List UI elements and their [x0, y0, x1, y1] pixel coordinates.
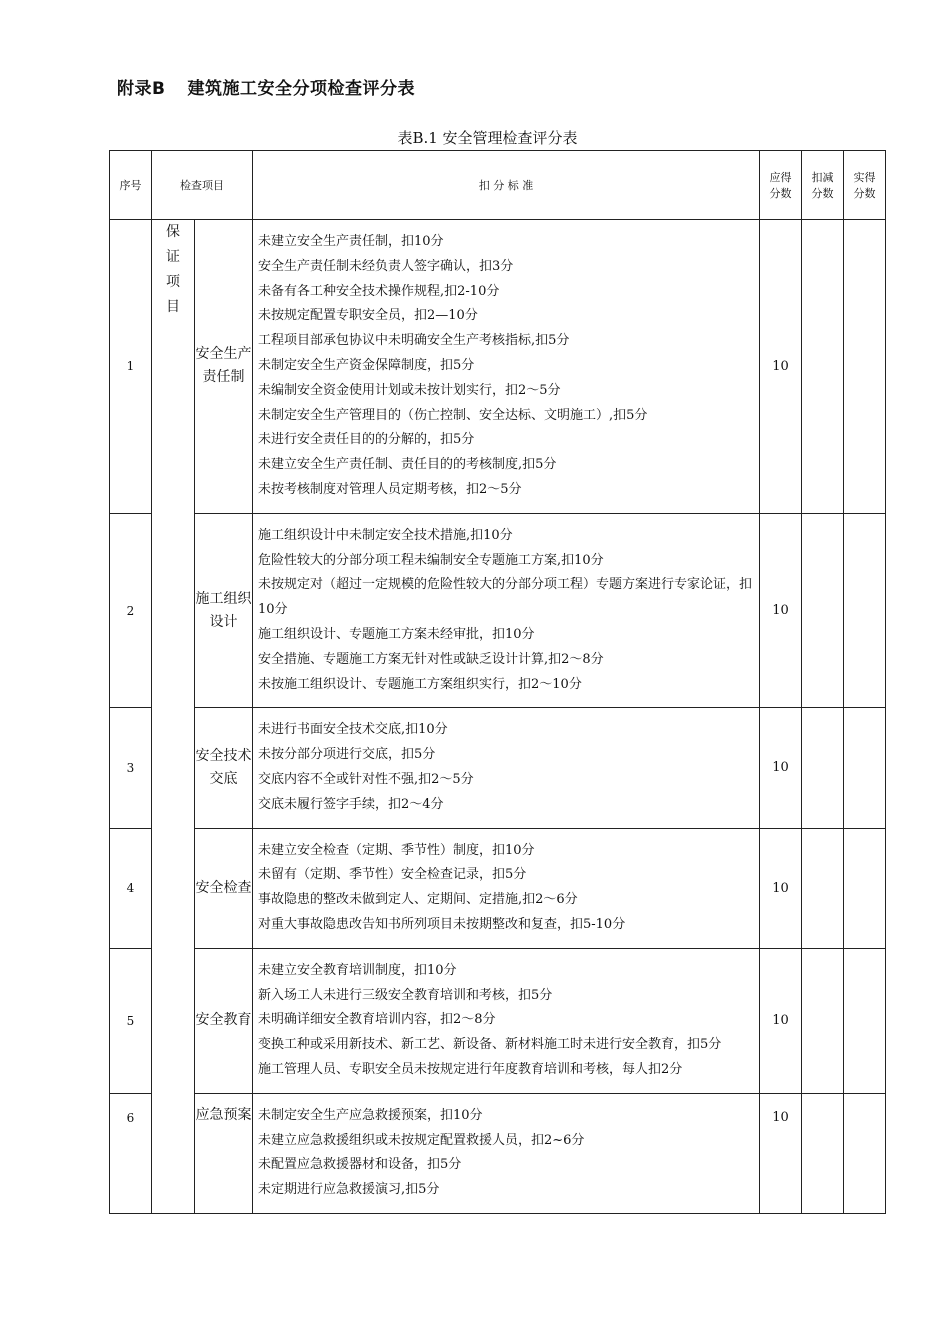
criteria-line: 新入场工人未进行三级安全教育培训和考核，扣5分 [258, 987, 553, 1003]
row-item: 安全教育 [195, 948, 253, 1093]
appendix-subject: 建筑施工安全分项检查评分表 [187, 79, 415, 99]
row-due-score: 10 [760, 828, 802, 948]
header-check-item: 检查项目 [152, 151, 253, 220]
table-row [110, 513, 886, 708]
table-row [110, 220, 886, 514]
criteria-line: 未配置应急救援器材和设备，扣5分 [258, 1157, 462, 1173]
row-item: 安全技术交底 [195, 708, 253, 828]
row-seq: 1 [110, 220, 152, 514]
header-criteria: 扣 分 标 准 [253, 151, 760, 220]
criteria-line: 未编制安全资金使用计划或未按计划实行，扣2～5分 [258, 382, 561, 398]
category-label: 保 证 项 目 [166, 224, 180, 315]
criteria-line: 未建立安全教育培训制度，扣10分 [258, 962, 457, 978]
row-criteria [253, 1093, 760, 1213]
criteria-line: 未制定安全生产应急救援预案，扣10分 [258, 1107, 483, 1123]
header-deduct-line1: 扣减 [811, 171, 834, 184]
header-due-score [760, 151, 802, 220]
criteria-line: 未备有各工种安全技术操作规程,扣2-10分 [258, 283, 500, 299]
criteria-line: 未建立安全检查（定期、季节性）制度，扣10分 [258, 842, 535, 858]
criteria-line: 未制定安全生产管理目的（伤亡控制、安全达标、文明施工）,扣5分 [258, 407, 648, 423]
row-criteria [253, 708, 760, 828]
appendix-title: 附录B [117, 79, 166, 99]
criteria-line: 交底未履行签字手续，扣2～4分 [258, 796, 444, 812]
appendix-heading [117, 74, 415, 99]
row-actual-score[interactable] [844, 708, 886, 828]
criteria-line: 未建立安全生产责任制、责任目的的考核制度,扣5分 [258, 457, 557, 473]
header-actual-score [844, 151, 886, 220]
row-item: 施工组织设计 [195, 513, 253, 708]
criteria-line: 未定期进行应急救援演习,扣5分 [258, 1182, 440, 1198]
header-seq: 序号 [110, 151, 152, 220]
row-actual-score[interactable] [844, 948, 886, 1093]
header-deduct-score [802, 151, 844, 220]
criteria-line: 未明确详细安全教育培训内容，扣2～8分 [258, 1012, 496, 1028]
row-seq: 3 [110, 708, 152, 828]
header-due-line1: 应得 [769, 171, 792, 184]
criteria-line: 事故隐患的整改未做到定人、定期间、定措施,扣2～6分 [258, 892, 578, 908]
score-table [109, 150, 886, 1214]
row-actual-score[interactable] [844, 220, 886, 514]
row-due-score: 10 [760, 1093, 802, 1213]
criteria-line: 未按规定对（超过一定规模的危险性较大的分部分项工程）专题方案进行专家论证，扣10分 [258, 577, 753, 618]
criteria-line: 变换工种或采用新技术、新工艺、新设备、新材料施工时未进行安全教育，扣5分 [258, 1037, 722, 1053]
row-item: 安全生产责任制 [195, 220, 253, 514]
row-seq: 4 [110, 828, 152, 948]
header-deduct-line2: 分数 [811, 187, 834, 200]
criteria-line: 危险性较大的分部分项工程未编制安全专题施工方案,扣10分 [258, 552, 604, 568]
criteria-line: 未按施工组织设计、专题施工方案组织实行，扣2～10分 [258, 676, 582, 692]
criteria-line: 未按考核制度对管理人员定期考核，扣2～5分 [258, 481, 522, 497]
row-seq: 5 [110, 948, 152, 1093]
row-criteria [253, 513, 760, 708]
header-actual-line1: 实得 [853, 171, 876, 184]
criteria-line: 施工管理人员、专职安全员未按规定进行年度教育培训和考核，每人扣2分 [258, 1061, 683, 1077]
criteria-line: 未进行安全责任目的的分解的，扣5分 [258, 432, 475, 448]
criteria-line: 未制定安全生产资金保障制度，扣5分 [258, 357, 475, 373]
row-criteria [253, 220, 760, 514]
row-due-score: 10 [760, 513, 802, 708]
row-seq: 2 [110, 513, 152, 708]
table-row [110, 828, 886, 948]
row-actual-score[interactable] [844, 513, 886, 708]
criteria-line: 工程项目部承包协议中未明确安全生产考核指标,扣5分 [258, 333, 570, 349]
row-seq: 6 [110, 1093, 152, 1213]
criteria-line: 未建立应急救援组织或未按规定配置救援人员，扣2~6分 [258, 1132, 585, 1148]
row-deduct-score[interactable] [802, 1093, 844, 1213]
row-due-score: 10 [760, 708, 802, 828]
row-item: 安全检查 [195, 828, 253, 948]
row-deduct-score[interactable] [802, 948, 844, 1093]
table-row [110, 948, 886, 1093]
table-caption: 表B.1 安全管理检查评分表 [397, 129, 578, 147]
criteria-line: 未留有（定期、季节性）安全检查记录，扣5分 [258, 867, 527, 883]
row-deduct-score[interactable] [802, 513, 844, 708]
table-row [110, 708, 886, 828]
row-due-score: 10 [760, 220, 802, 514]
criteria-line: 未建立安全生产责任制，扣10分 [258, 234, 444, 249]
criteria-line: 未按分部分项进行交底，扣5分 [258, 747, 436, 763]
criteria-line: 未按规定配置专职安全员，扣2—10分 [258, 308, 478, 324]
header-due-line2: 分数 [769, 187, 792, 200]
criteria-line: 对重大事故隐患改告知书所列项目未按期整改和复查，扣5-10分 [258, 916, 626, 932]
criteria-line: 交底内容不全或针对性不强,扣2～5分 [258, 771, 474, 787]
row-actual-score[interactable] [844, 1093, 886, 1213]
criteria-line: 未进行书面安全技术交底,扣10分 [258, 722, 448, 738]
row-deduct-score[interactable] [802, 708, 844, 828]
row-criteria [253, 948, 760, 1093]
row-deduct-score[interactable] [802, 828, 844, 948]
category-cell [152, 220, 195, 1214]
header-row [110, 151, 886, 220]
criteria-line: 施工组织设计中未制定安全技术措施,扣10分 [258, 527, 513, 543]
table-row [110, 1093, 886, 1213]
criteria-line: 安全生产责任制未经负责人签字确认，扣3分 [258, 258, 514, 274]
row-item: 应急预案 [195, 1093, 253, 1213]
row-actual-score[interactable] [844, 828, 886, 948]
row-deduct-score[interactable] [802, 220, 844, 514]
row-due-score: 10 [760, 948, 802, 1093]
criteria-line: 施工组织设计、专题施工方案未经审批，扣10分 [258, 626, 535, 642]
row-criteria [253, 828, 760, 948]
criteria-line: 安全措施、专题施工方案无针对性或缺乏设计计算,扣2～8分 [258, 651, 604, 667]
header-actual-line2: 分数 [853, 187, 876, 200]
